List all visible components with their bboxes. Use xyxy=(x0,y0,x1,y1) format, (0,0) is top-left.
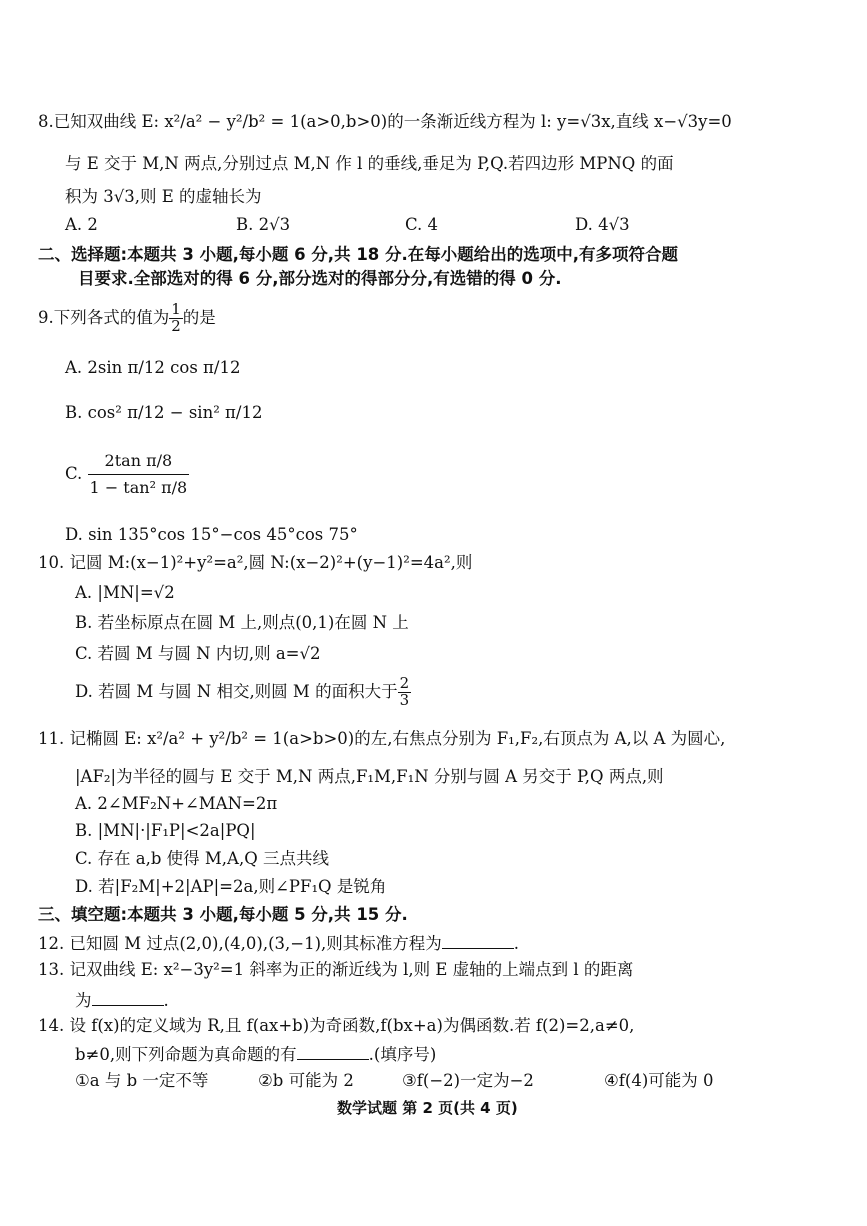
q14-item-3: ③f(−2)一定为−2 xyxy=(402,1071,534,1090)
q14-item-2: ②b 可能为 2 xyxy=(258,1071,354,1090)
q14-line2 xyxy=(75,1045,436,1064)
q13-answer-blank[interactable] xyxy=(92,991,164,1006)
q9-option-c-den: 1 − tan² π/8 xyxy=(89,477,188,497)
q10-option-d-fraction xyxy=(398,676,412,709)
q9-option-a: A. 2sin π/12 cos π/12 xyxy=(65,358,241,377)
page-footer: 数学试题 第 2 页(共 4 页) xyxy=(337,1099,518,1117)
q14-line2-suffix: .(填序号) xyxy=(368,1045,437,1064)
q14-item-1: ①a 与 b 一定不等 xyxy=(75,1071,209,1090)
q11-line1: 11. 记椭圆 E: x²/a² + y²/b² = 1(a>b>0)的左,右焦点分别为 F₁,F₂,右顶点为 A,以 A 为圆心, xyxy=(38,729,726,748)
q11-option-d: D. 若|F₂M|+2|AP|=2a,则∠PF₁Q 是锐角 xyxy=(75,877,387,896)
q13-line2-end: . xyxy=(163,991,169,1010)
q8-option-d: D. 4√3 xyxy=(575,215,630,234)
section2-heading-line2: 目要求.全部选对的得 6 分,部分选对的得部分分,有选错的得 0 分. xyxy=(78,269,562,288)
q13-line1: 13. 记双曲线 E: x²−3y²=1 斜率为正的渐近线为 l,则 E 虚轴的上端点到 l 的距离 xyxy=(38,960,634,979)
q10-option-b: B. 若坐标原点在圆 M 上,则点(0,1)在圆 N 上 xyxy=(75,613,409,632)
q9-frac-num: 1 xyxy=(171,300,181,318)
q9-option-b: B. cos² π/12 − sin² π/12 xyxy=(65,403,263,422)
q8-line1: 8.已知双曲线 E: x²/a² − y²/b² = 1(a>0,b>0)的一条渐近线方程为 l: y=√3x,直线 x−√3y=0 xyxy=(38,112,732,131)
q10-option-d-prefix: D. 若圆 M 与圆 N 相交,则圆 M 的面积大于 xyxy=(75,681,398,701)
q12-stem-end: . xyxy=(513,934,520,953)
section2-heading-line1: 二、选择题:本题共 3 小题,每小题 6 分,共 18 分.在每小题给出的选项中,有多项符合题 xyxy=(38,245,679,264)
section3-heading: 三、填空题:本题共 3 小题,每小题 5 分,共 15 分. xyxy=(38,905,408,924)
q8-option-b: B. 2√3 xyxy=(236,215,291,234)
q9-stem xyxy=(38,302,216,335)
q10-option-c: C. 若圆 M 与圆 N 内切,则 a=√2 xyxy=(75,644,321,663)
q9-stem-fraction xyxy=(169,302,183,335)
q9-option-c-label: C. xyxy=(65,463,83,483)
q9-stem-prefix: 9.下列各式的值为 xyxy=(38,307,170,327)
q10-option-d-den: 3 xyxy=(399,690,410,709)
q13-line2 xyxy=(75,991,169,1010)
q9-option-c xyxy=(65,448,189,500)
q14-item-4: ④f(4)可能为 0 xyxy=(604,1071,714,1090)
q9-option-d: D. sin 135°cos 15°−cos 45°cos 75° xyxy=(65,525,358,544)
q10-option-d xyxy=(75,676,411,709)
q9-option-c-fraction xyxy=(88,448,190,500)
q10-stem: 10. 记圆 M:(x−1)²+y²=a²,圆 N:(x−2)²+(y−1)²=4a²,则 xyxy=(38,553,473,572)
q12-stem xyxy=(38,934,519,953)
q14-answer-blank[interactable] xyxy=(297,1045,369,1060)
q8-option-c: C. 4 xyxy=(405,215,439,234)
q10-option-a: A. |MN|=√2 xyxy=(75,583,175,602)
q14-line2-prefix: b≠0,则下列命题为真命题的有 xyxy=(75,1045,297,1064)
q8-line2: 与 E 交于 M,N 两点,分别过点 M,N 作 l 的垂线,垂足为 P,Q.若四边形 MPNQ 的面 xyxy=(65,154,674,173)
q10-option-d-num: 2 xyxy=(399,674,410,692)
q11-line2: |AF₂|为半径的圆与 E 交于 M,N 两点,F₁M,F₁N 分别与圆 A 另交于 P,Q 两点,则 xyxy=(75,767,664,786)
q11-option-b: B. |MN|·|F₁P|<2a|PQ| xyxy=(75,821,256,840)
q9-frac-den: 2 xyxy=(171,316,181,335)
q9-option-c-num: 2tan π/8 xyxy=(88,448,190,475)
q9-stem-suffix: 的是 xyxy=(182,307,216,327)
q12-answer-blank[interactable] xyxy=(442,934,514,949)
q8-line3: 积为 3√3,则 E 的虚轴长为 xyxy=(65,187,262,206)
q8-option-a: A. 2 xyxy=(65,215,98,234)
q11-option-c: C. 存在 a,b 使得 M,A,Q 三点共线 xyxy=(75,849,329,868)
q12-stem-text: 12. 已知圆 M 过点(2,0),(4,0),(3,−1),则其标准方程为 xyxy=(38,934,442,953)
q11-option-a: A. 2∠MF₂N+∠MAN=2π xyxy=(75,794,278,813)
q14-line1: 14. 设 f(x)的定义域为 R,且 f(ax+b)为奇函数,f(bx+a)为偶函数.若 f(2)=2,a≠0, xyxy=(38,1016,635,1035)
q13-line2-prefix: 为 xyxy=(75,991,92,1010)
